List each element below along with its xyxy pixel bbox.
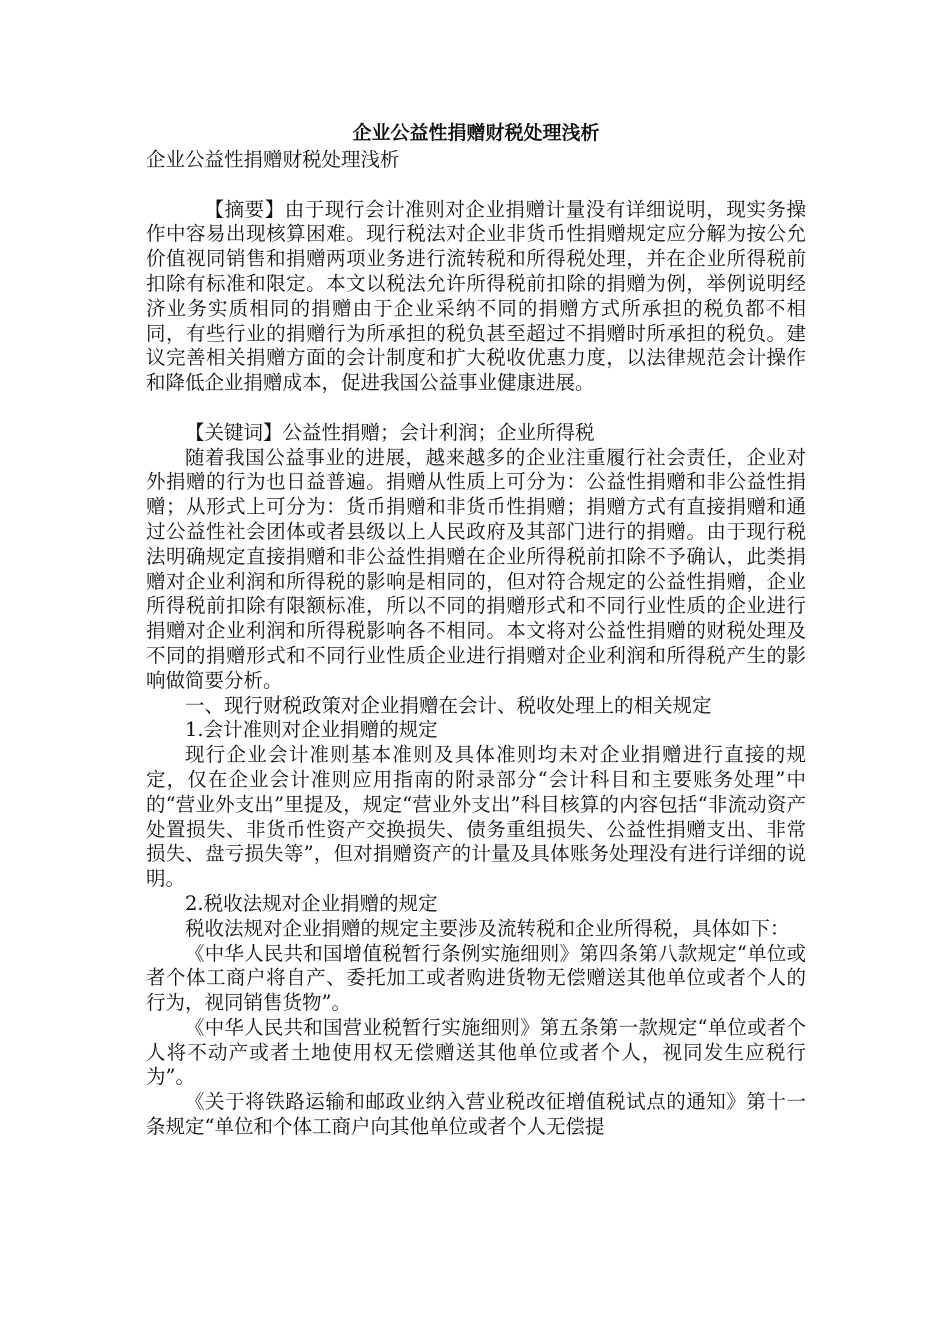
body-paragraph: 现行企业会计准则基本准则及具体准则均未对企业捐赠进行直接的规定，仅在企业会计准则应用指南的附录部分“会计科目和主要账务处理”中的“营业外支出”里提及，规定“营业外支出”科目核算的内容包括“非流动资产处置损失、非货币性资产交换损失、债务重组损失、公益性捐赠支出、非常损失、盘亏损失等”，但对捐赠资产的计量及具体账务处理没有进行详细的说明。 [146, 743, 806, 891]
document-body [146, 118, 806, 1140]
body-paragraph: 税收法规对企业捐赠的规定主要涉及流转税和企业所得税，具体如下： [185, 916, 790, 940]
subsection-heading: 1.会计准则对企业捐赠的规定 [185, 718, 438, 742]
abstract-paragraph: 【摘要】由于现行会计准则对企业捐赠计量没有详细说明，现实务操作中容易出现核算困难。现行税法对企业非货币性捐赠规定应分解为按公允价值视同销售和捐赠两项业务进行流转税和所得税处理，并在企业所得税前扣除有标准和限定。本文以税法允许所得税前扣除的捐赠为例，举例说明经济业务实质相同的捐赠由于企业采纳不同的捐赠方式所承担的税负都不相同，有些行业的捐赠行为所承担的税负甚至超过不捐赠时所承担的税负。建议完善相关捐赠方面的会计制度和扩大税收优惠力度，以法律规范会计操作和降低企业捐赠成本，促进我国公益事业健康进展。 [146, 197, 806, 395]
blank-line [146, 173, 806, 198]
document-subtitle: 企业公益性捐赠财税处理浅析 [146, 148, 400, 171]
document-title: 企业公益性捐赠财税处理浅析 [352, 122, 600, 144]
keywords-line: 【关键词】公益性捐赠；会计利润；企业所得税 [185, 420, 595, 444]
section-heading: 一、现行财税政策对企业捐赠在会计、税收处理上的相关规定 [185, 693, 712, 717]
subsection-heading: 2.税收法规对企业捐赠的规定 [185, 891, 438, 915]
intro-paragraph: 随着我国公益事业的进展，越来越多的企业注重履行社会责任，企业对外捐赠的行为也日益普遍。捐赠从性质上可分为：公益性捐赠和非公益性捐赠；从形式上可分为：货币捐赠和非货币性捐赠；捐赠方式有直接捐赠和通过公益性社会团体或者县级以上人民政府及其部门进行的捐赠。由于现行税法明确规定直接捐赠和非公益性捐赠在企业所得税前扣除不予确认，此类捐赠对企业利润和所得税的影响是相同的，但对符合规定的公益性捐赠，企业所得税前扣除有限额标准，所以不同的捐赠形式和不同行业性质的企业进行捐赠对企业利润和所得税影响各不相同。本文将对公益性捐赠的财税处理及不同的捐赠形式和不同行业性质企业进行捐赠对企业利润和所得税产生的影响做简要分析。 [146, 445, 806, 692]
regulation-paragraph: 《关于将铁路运输和邮政业纳入营业税改征增值税试点的通知》第十一条规定“单位和个体工商户向其他单位或者个人无偿提 [146, 1090, 806, 1139]
blank-line [146, 396, 806, 421]
regulation-paragraph: 《中华人民共和国营业税暂行实施细则》第五条第一款规定“单位或者个人将不动产或者土地使用权无偿赠送其他单位或者个人，视同发生应税行为”。 [146, 1015, 806, 1089]
regulation-paragraph: 《中华人民共和国增值税暂行条例实施细则》第四条第八款规定“单位或者个体工商户将自产、委托加工或者购进货物无偿赠送其他单位或者个人的行为，视同销售货物”。 [146, 941, 806, 1015]
